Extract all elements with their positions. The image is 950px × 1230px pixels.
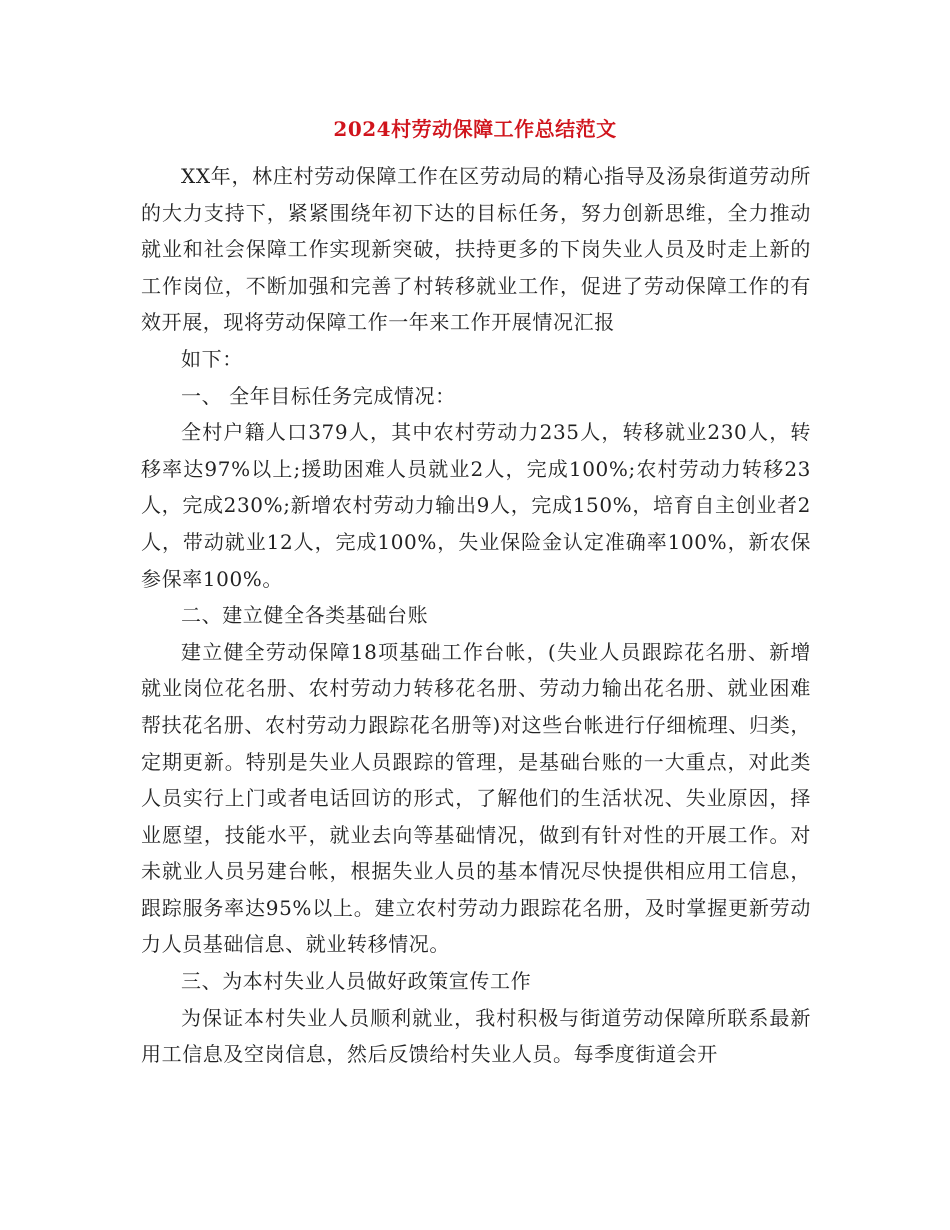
paragraph-intro: XX年，林庄村劳动保障工作在区劳动局的精心指导及汤泉街道劳动所的大力支持下，紧紧围绕年初下达的目标任务，努力创新思维，全力推动就业和社会保障工作实现新突破，扶持更多的下岗失业人员及时走上新的工作岗位，不断加强和完善了村转移就业工作，促进了劳动保障工作的有效开展，现将劳动保障工作一年来工作开展情况汇报 [141, 164, 811, 335]
section-heading-1: 一、 全年目标任务完成情况： [181, 383, 456, 408]
section-heading-2: 二、建立健全各类基础台账 [181, 603, 429, 628]
section-heading-3: 三、为本村失业人员做好政策宣传工作 [181, 969, 532, 994]
paragraph-intro-continued: 如下： [181, 346, 243, 371]
document-title: 2024村劳动保障工作总结范文 [333, 117, 617, 141]
paragraph-section-2: 建立健全劳动保障18项基础工作台帐，(失业人员跟踪花名册、新增就业岗位花名册、农村劳动力转移花名册、劳动力输出花名册、就业困难帮扶花名册、农村劳动力跟踪花名册等)对这些台帐进行仔细梳理、归类，定期更新。特别是失业人员跟踪的管理，是基础台账的一大重点，对此类人员实行上门或者电话回访的形式，了解他们的生活状况、失业原因，择业愿望，技能水平，就业去向等基础情况，做到有针对性的开展工作。对未就业人员另建台帐，根据失业人员的基本情况尽快提供相应用工信息，跟踪服务率达95%以上。建立农村劳动力跟踪花名册，及时掌握更新劳动力人员基础信息、就业转移情况。 [141, 639, 811, 957]
paragraph-section-1: 全村户籍人口379人，其中农村劳动力235人，转移就业230人，转移率达97%以上;援助困难人员就业2人，完成100%;农村劳动力转移23人，完成230%;新增农村劳动力输出9人，完成150%，培育自主创业者2人，带动就业12人，完成100%，失业保险金认定准确率100%，新农保参保率100%。 [141, 420, 811, 591]
paragraph-section-3: 为保证本村失业人员顺利就业，我村积极与街道劳动保障所联系最新用工信息及空岗信息，然后反馈给村失业人员。每季度街道会开 [141, 1005, 811, 1067]
document-body [141, 158, 811, 1073]
